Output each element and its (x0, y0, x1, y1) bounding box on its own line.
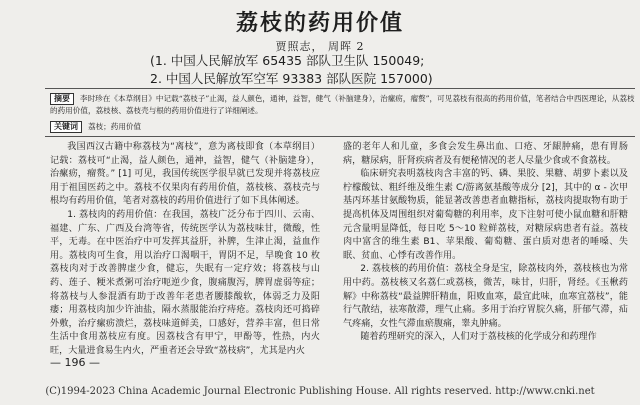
affiliation-1: (1. 中国人民解放军 65435 部队卫生队 150049; (150, 53, 425, 68)
body-column-right (343, 141, 628, 345)
article-title: 荔枝的药用价值 (235, 11, 404, 36)
keywords-text: 荔枝；药用价值 (88, 122, 142, 131)
paragraph: 临床研究表明荔枝肉含丰富的钙、磷、果胶、果糖、胡萝卜素以及柠檬酸钛、粗纤维及维生素 C/游离氨基酸等成分 [2]，其中的 α - 次甲基丙环基甘氨酸物质，能显著改善患者血糖指标，荔枝肉提取物有助于提高机体及周围组织对葡萄糖的利用率，皮下注射可使小鼠血糖和肝糖元含量明显降低，每日吃 5～10 粒鲜荔枝，对糖尿病患者有益。荔枝肉中富含的维生素 B1、苹果酸、葡萄糖、蛋白质对患者的唾嗓、失眠、贫血、心悸有改善作用。 (343, 169, 628, 261)
paragraph: 盛的老年人和儿童，多食会发生鼻出血、口疮、牙龈肿痛，患有胃肠病，糖尿病，肝肾疾病者及有便秘情况的老人尽量少食或不食荔枝。 (343, 142, 628, 166)
keywords-block (50, 121, 141, 133)
paragraph: 2. 荔枝核的药用价值：荔枝全身是宝，除荔枝肉外，荔枝核也为常用中药。荔枝核又名荔仁或荔核，微苦，味甘，归肝，肾经。《玉楸药解》中称荔枝“最益脾肝精血，阳败血寒，最宜此味，血寒宜荔枝”，能行气散结，祛寒散滞，理气止痛。多用于治疗胃脘久痛，肝郁气滞，疝气疼痛，女性气滞血瘀腹痛，睾丸肿痛。 (343, 264, 628, 329)
abstract-block (50, 93, 635, 117)
abstract-text: 李时珍在《本草纲目》中记载“荔枝子”止渴，益人颜色，通神，益智，健气（补脑建身），治瘰疬，瘤赘”，可见荔枝有很高的药用价值，笔者结合中西医理论，从荔枝的药用价值，荔枝核、荔枝壳与根的药用价值进行了详细阐述。 (50, 94, 635, 115)
keywords-label: 关键词 (50, 121, 82, 133)
paragraph: 1. 荔枝肉的药用价值：在我国，荔枝广泛分布于四川、云南、福建、广东、广西及台湾等省，传统医学认为荔枝味甘，微酸，性平，无毒。在中医治疗中可发挥其益肝，补脾，生津止渴，益血作用。荔枝肉可生食，用以治疗口渴咽干，胃阴不足，早晚食 10 枚荔枝肉对于改善脾虚少食，健忘，失眠有一定疗效；将荔枝与山药、莲子、粳米煮粥可治疗呃逆少食，腹痛腹泻，脾胃虚弱等症；将荔枝与人参混酒有助于改善年老患者腰膝酸软，体弱乏力及阳痿；用荔枝肉加少许油盐，隔水蒸服能治疗痔疮。荔枝肉还可捣碎外敷，治疗瘰疬溃烂，荔枝味道鲜美，口感好，营养丰富，但日常生活中食用荔枝应有度。因荔枝含有甲宁，甲酚等，性热，内火旺，大量进食易生内火，严重者还会导致“荔枝病”，尤其是内火 (50, 209, 320, 356)
abstract-label: 摘要 (50, 93, 74, 105)
paragraph: 我国西汉古籍中称荔枝为“离枝”，意为离枝即食（本草纲目）记载：荔枝可“止渴，益人颜色，通神，益智，健气（补脑建身），治瘰疬，瘤赘。” [1] 可见，我国传统医学很早就已发现并将荔枝应用于祖国医药之中。荔枝不仅果肉有药用价值，荔枝核、荔枝壳与根均有药用价值，笔者对荔枝的药用价值进行了如下具体阐述。 (50, 142, 320, 207)
affiliation-2: 2. 中国人民解放军空军 93383 部队医院 157000) (150, 71, 433, 86)
copyright-footer: (C)1994-2023 China Academic Journal Electronic Publishing House. All rights reserved. http://www.cnki.net (45, 386, 595, 397)
paragraph: 随着药理研究的深入，人们对于荔枝核的化学成分和药理作 (360, 332, 597, 343)
abstract-divider (45, 136, 635, 137)
article-authors: 贾照志， 周晖 2 (275, 40, 365, 53)
page-number: — 196 — (50, 356, 100, 369)
header-divider (45, 88, 635, 89)
body-column-left (50, 141, 320, 359)
